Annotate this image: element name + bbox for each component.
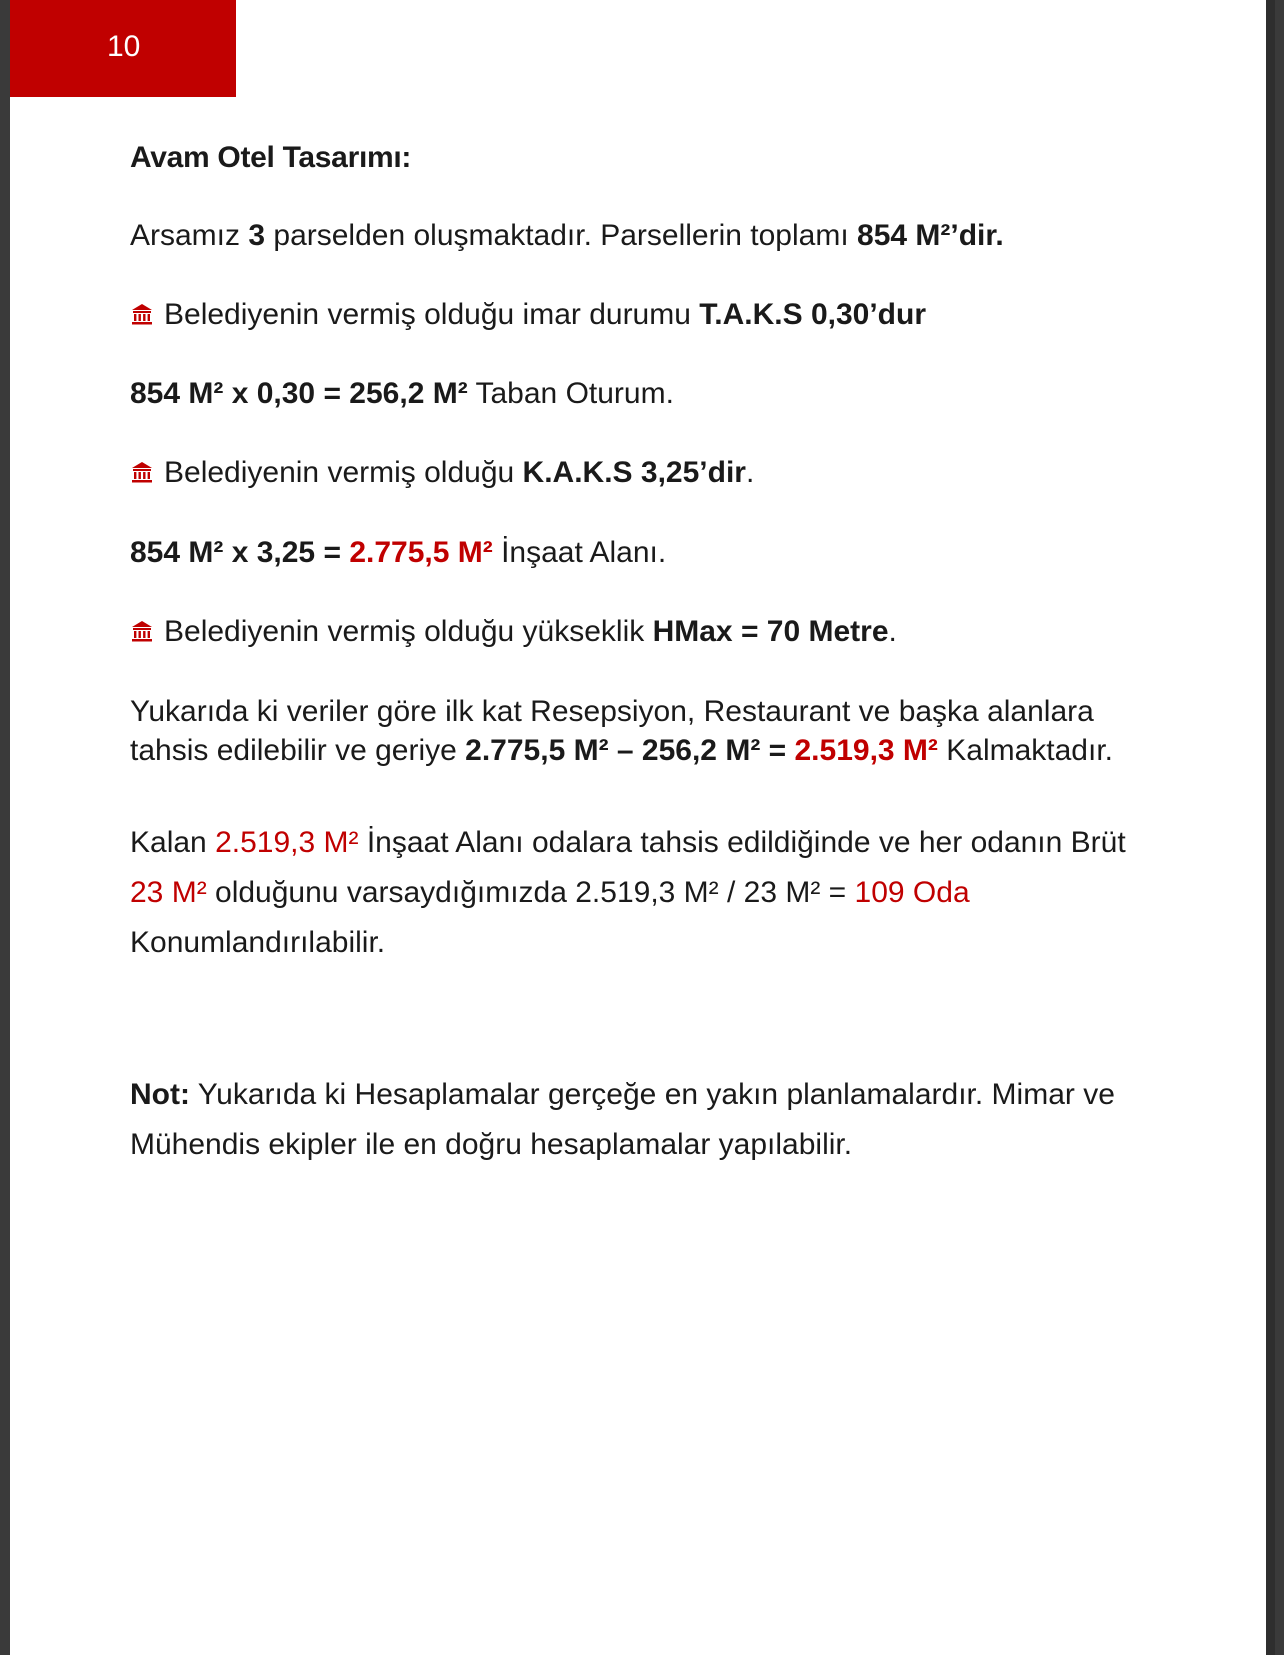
- text: Kalan: [130, 826, 216, 859]
- bank-icon: [130, 302, 154, 326]
- remaining-area-value: 2.519,3 M²: [794, 734, 938, 767]
- text: Kalmaktadır.: [937, 734, 1113, 767]
- text: İnşaat Alanı odalara tahsis edildiğinde ve her odanın Brüt: [358, 826, 1126, 859]
- text: .: [745, 456, 755, 489]
- construction-area-value: 2.775,5 M²: [349, 536, 493, 569]
- paragraph-rooms-line3: Konumlandırılabilir.: [130, 926, 386, 959]
- paragraph-remaining-line1: Yukarıda ki veriler göre ilk kat Resepsiyon, Restaurant ve başka alanlara: [130, 695, 1094, 728]
- page-number: 10: [107, 30, 141, 63]
- formula: 854 M² x 0,30 = 256,2 M²: [130, 377, 468, 410]
- text: parselden oluşmaktadır. Parsellerin toplamı: [265, 219, 858, 252]
- formula: 854 M² x 3,25 =: [130, 536, 350, 569]
- room-count-value: 109 Oda: [854, 876, 970, 909]
- bank-icon: [130, 619, 154, 643]
- text: Arsamız: [130, 219, 249, 252]
- bullet-hmax: [130, 615, 897, 649]
- remaining-area-value: 2.519,3 M²: [215, 826, 359, 859]
- total-area: 854 M²’dir.: [857, 219, 1004, 252]
- text: Yukarıda ki Hesaplamalar gerçeğe en yakın planlamalardır. Mimar ve: [189, 1078, 1115, 1111]
- text: olduğunu varsaydığımızda: [206, 876, 576, 909]
- text: tahsis edilebilir ve geriye: [130, 734, 466, 767]
- paragraph-remaining-line2: [130, 734, 1113, 768]
- text: Belediyenin vermiş olduğu: [164, 456, 523, 489]
- kaks-value: K.A.K.S 3,25’dir: [522, 456, 746, 489]
- formula: 2.519,3 M² / 23 M² =: [575, 876, 855, 909]
- calc-construction-area: [130, 536, 666, 570]
- text: Taban Oturum.: [467, 377, 674, 410]
- text: Belediyenin vermiş olduğu yükseklik: [164, 615, 653, 648]
- paragraph-rooms-line2: [130, 876, 970, 910]
- bank-icon: [130, 460, 154, 484]
- taks-value: T.A.K.S 0,30’dur: [699, 298, 926, 331]
- paragraph-rooms-line1: [130, 826, 1126, 860]
- note-label: Not:: [130, 1078, 190, 1111]
- text: İnşaat Alanı.: [492, 536, 667, 569]
- text: .: [888, 615, 897, 648]
- bullet-taks: [130, 298, 926, 332]
- formula: 2.775,5 M² – 256,2 M² =: [465, 734, 795, 767]
- text: Belediyenin vermiş olduğu imar durumu: [164, 298, 700, 331]
- note-line2: Mühendis ekipler ile en doğru hesaplamalar yapılabilir.: [130, 1128, 853, 1161]
- room-area-value: 23 M²: [130, 876, 207, 909]
- page-number-tab: [10, 0, 236, 97]
- note-line1: [130, 1078, 1115, 1112]
- parcel-count: 3: [248, 219, 266, 252]
- bullet-kaks: [130, 456, 754, 490]
- hmax-value: HMax = 70 Metre: [652, 615, 889, 648]
- page-title: Avam Otel Tasarımı:: [130, 141, 412, 174]
- paragraph-parcels: [130, 219, 1004, 253]
- calc-base-area: [130, 377, 674, 411]
- page-edge: [1266, 0, 1275, 1655]
- document-page: [10, 0, 1275, 1655]
